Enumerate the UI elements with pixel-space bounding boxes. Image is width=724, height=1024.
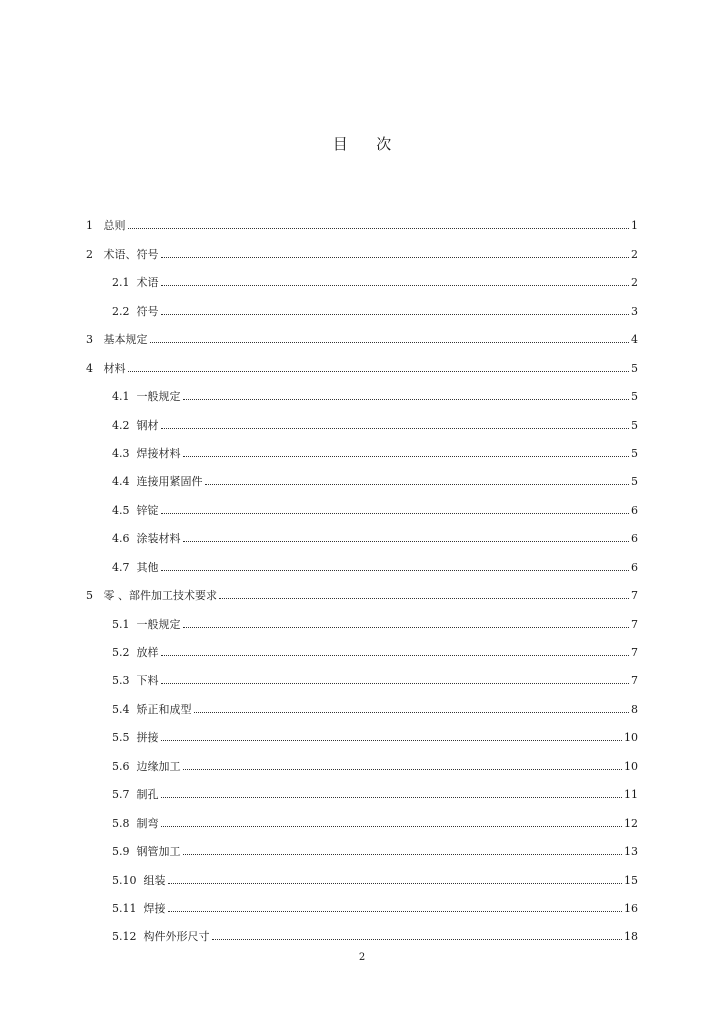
toc-entry-label: 5 零 、部件加工技术要求 [86,589,217,603]
toc-entry-label: 4.2 钢材 [112,418,159,432]
toc-entry-page: 4 [631,333,638,347]
toc-entry [86,544,638,572]
page-number: 2 [358,952,366,963]
toc-entry-label: 4.4 连接用紧固件 [112,475,203,489]
toc-entry-page: 6 [631,503,638,517]
toc-entry-label: 1 总则 [86,219,126,233]
toc-entry-page: 7 [631,589,638,603]
toc-entry-label: 5.12 构件外形尺寸 [112,930,210,944]
toc-entry-page: 16 [624,901,638,915]
toc-dot-leader [168,910,623,912]
toc-dot-leader [161,682,630,684]
toc-entry [86,431,638,459]
toc-dot-leader [183,540,630,542]
toc-entry [86,288,638,316]
toc-dot-leader [183,455,630,457]
toc-entry [86,459,638,487]
toc-entry-page: 7 [631,646,638,659]
toc-dot-leader [161,427,630,429]
toc-entry [86,658,638,686]
toc-entry [86,516,638,544]
toc-dot-leader [183,853,623,855]
toc-entry-page: 10 [624,731,638,745]
toc-entry [86,630,638,658]
toc-dot-leader [150,341,630,343]
toc-dot-leader [128,370,630,372]
toc-entry-page: 13 [624,845,638,859]
toc-entry [86,487,638,515]
toc-dot-leader [205,483,630,485]
toc-entry-label: 3 基本规定 [86,333,148,347]
toc-dot-leader [194,711,630,713]
toc-entry-page: 2 [631,276,638,290]
toc-entry [86,686,638,714]
toc-dot-leader [219,597,629,599]
toc-entry-page: 12 [624,816,638,830]
toc-entry-label: 5.5 拼接 [112,731,159,745]
toc-entry-page: 5 [631,361,638,375]
toc-dot-leader [183,768,623,770]
toc-entry-label: 5.10 组装 [112,873,166,887]
toc-entry-page: 15 [624,873,638,887]
toc-entry-label: 5.8 制弯 [112,816,159,830]
toc-entry-page: 1 [631,219,638,233]
toc-entry [86,914,638,942]
toc-dot-leader [161,739,623,741]
toc-entry [86,800,638,828]
toc-entry-page: 5 [631,390,638,404]
toc-entry-page: 8 [631,702,638,716]
toc-entry-label: 5.2 放样 [112,646,159,659]
toc-entry-label: 5.9 钢管加工 [112,845,181,859]
toc-entry-page: 6 [631,560,638,574]
toc-entry-page: 11 [624,788,638,802]
toc-entry-label: 4.1 一般规定 [112,390,181,404]
toc-entry [86,345,638,373]
toc-dot-leader [168,882,623,884]
table-of-contents [86,203,638,942]
page-title: 目 次 [332,135,392,153]
toc-entry [86,857,638,885]
toc-dot-leader [161,569,630,571]
toc-entry-page: 5 [631,418,638,432]
toc-entry-label: 2.1 术语 [112,276,159,290]
toc-entry [86,231,638,259]
toc-entry-page: 6 [631,532,638,546]
toc-dot-leader [212,938,623,940]
toc-dot-leader [161,256,630,258]
toc-dot-leader [161,512,630,514]
toc-entry-page: 10 [624,759,638,773]
toc-dot-leader [161,284,630,286]
toc-entry-label: 5.4 矫正和成型 [112,702,192,716]
toc-dot-leader [183,398,630,400]
toc-entry [86,402,638,430]
toc-dot-leader [161,825,623,827]
toc-entry-label: 2.2 符号 [112,304,159,318]
toc-entry [86,886,638,914]
toc-entry-label: 5.6 边缘加工 [112,759,181,773]
toc-dot-leader [183,626,630,628]
toc-entry [86,374,638,402]
toc-entry-label: 4.3 焊接材料 [112,446,181,460]
toc-entry-page: 3 [631,304,638,318]
toc-entry-label: 2 术语、符号 [86,247,159,261]
toc-entry-label: 4 材料 [86,361,126,375]
toc-entry-page: 2 [631,247,638,261]
toc-entry-label: 4.6 涂装材料 [112,532,181,546]
toc-entry [86,715,638,743]
toc-entry [86,772,638,800]
toc-entry-label: 5.11 焊接 [112,901,166,915]
toc-entry [86,203,638,231]
toc-entry-label: 5.3 下料 [112,674,159,688]
toc-entry-label: 5.7 制孔 [112,788,159,802]
toc-entry [86,317,638,345]
toc-entry [86,573,638,601]
toc-entry [86,743,638,771]
toc-entry-label: 5.1 一般规定 [112,617,181,631]
toc-entry [86,829,638,857]
toc-entry-page: 5 [631,446,638,460]
toc-dot-leader [161,654,630,656]
toc-dot-leader [161,313,630,315]
toc-entry-page: 7 [631,617,638,631]
toc-dot-leader [161,796,623,798]
toc-entry [86,601,638,629]
toc-entry-page: 5 [631,475,638,489]
toc-entry-page: 7 [631,674,638,688]
toc-entry [86,260,638,288]
toc-entry-page: 18 [624,930,638,944]
toc-entry-label: 4.7 其他 [112,560,159,574]
toc-dot-leader [128,227,630,229]
toc-entry-label: 4.5 锌锭 [112,503,159,517]
